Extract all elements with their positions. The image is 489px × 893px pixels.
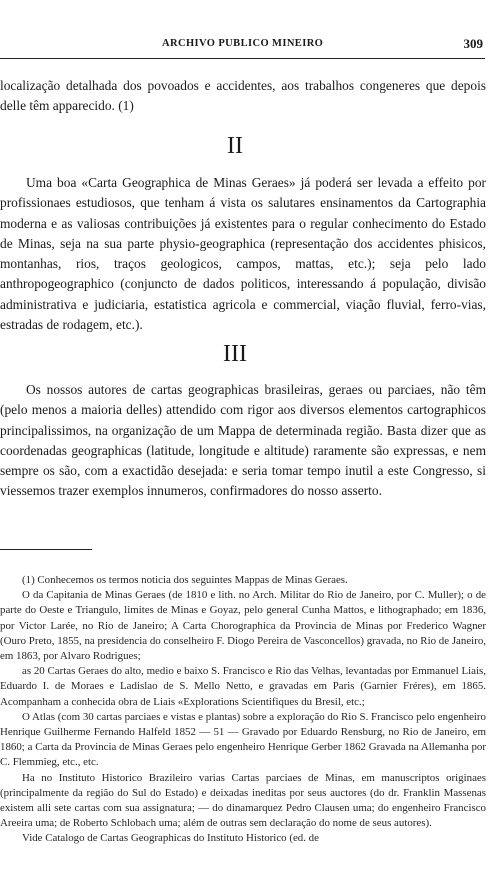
- paragraph-section-ii: [0, 173, 486, 335]
- paragraph-continuation: [0, 76, 486, 117]
- page-header: [0, 38, 489, 52]
- section-heading-ii: II: [227, 133, 243, 159]
- paragraph-text: Uma boa «Carta Geographica de Minas Geraes» já poderá ser levada a effeito por profissionaes estudiosos, que tenham á vista os salutares ensinamentos da Cartographia moderna e as valiosas contribuições já existentes para o regular conhecimento do Estado de Minas, seja na sua parte physio-geographica (representação dos accidentes phisicos, montanhas, rios, traços geologicos, campos, mattas, etc.); seja pelo lado anthropogeographico (conjuncto de dados politicos, interessando á população, divisão administrativa e judiciaria, estatistica agricola e commercial, viação fluvial, ferro-vias, estradas de rodagem, etc.).: [0, 175, 486, 333]
- footnote-paragraph: O Atlas (com 30 cartas parciaes e vistas e plantas) sobre a exploração do Rio S. Francisco pelo engenheiro Henrique Guilherme Fernando Halfeld 1852 — 51 — Gravado por Eduardo Rensburg, no Rio de Janeiro, em 1860; a Carta da Provincia de Minas Geraes pelo engenheiro Henrique Gerber 1862 Gravada na Allemanha por C. Flemmieg, etc., etc.: [0, 710, 486, 769]
- footnotes: [0, 573, 486, 847]
- footnote-paragraph: as 20 Cartas Geraes do alto, medio e baixo S. Francisco e Rio das Velhas, levantadas por Emmanuel Liais, Eduardo I. de Moraes e Ladislao de S. Mello Netto, e gravadas em Paris (Garnier Fréres), em 1865. Acompanham a conhecida obra de Liais «Explorations Scientifiques du Bresil, etc.;: [0, 665, 486, 708]
- footnote-rule: [0, 549, 92, 550]
- footnote-paragraph: Ha no Instituto Historico Brazileiro varias Cartas parciaes de Minas, em manuscriptos originaes (principalmente da região do Sul do Estado) e deixadas ineditas por seus auctores (do dr. Franklin Massenas existem alli sete cartas com sua assignatura; — do dinamarquez Pedro Clausen uma; do engenheiro Francisco Areeira uma; de Roberto Schlobach uma; além de outras sem declaração do nome de seus autores).: [0, 771, 486, 830]
- page-number: 309: [463, 36, 483, 51]
- footnote-paragraph: O da Capitania de Minas Geraes (de 1810 e lith. no Arch. Militar do Rio de Janeiro, por C. Muller); o de parte do Oeste e Triangulo, limites de Minas e Goyaz, pelo general Cunha Mattos, e lithographado; em 1836, por Victor Larée, no Rio de Janeiro; A Carta Chorographica da Provincia de Minas por Frederico Wagner (Ouro Preto, 1855, na presidencia do conselheiro F. Diogo Pereira de Vasconcellos) gravada, no Rio de Janeiro, em 1863, por Alvaro Rodrigues;: [0, 589, 486, 663]
- header-rule: [0, 58, 485, 59]
- paragraph-section-iii: [0, 380, 486, 502]
- paragraph-text: localização detalhada dos povoados e accidentes, aos trabalhos congeneres que depois delle têm apparecido. (1): [0, 78, 486, 114]
- paragraph-text: Os nossos autores de cartas geographicas brasileiras, geraes ou parciaes, não têm (pelo menos a maioria delles) attendido com rigor aos diversos elementos cartographicos principalissimos, na organização de um Mappa de determinada região. Basta dizer que as coordenadas geographicas (latitude, longitude e altitude) raramente são expressas, e nem sempre os são, com a exactidão desejada: e seria tomar tempo inutil a este Congresso, si viessemos trazer exemplos innumeros, confirmadores do nosso asserto.: [0, 382, 486, 499]
- section-heading-iii: III: [223, 341, 247, 367]
- running-head: ARCHIVO PUBLICO MINEIRO: [162, 38, 324, 49]
- footnote-intro: (1) Conhecemos os termos noticia dos seguintes Mappas de Minas Geraes.: [22, 574, 348, 586]
- footnote-paragraph: Vide Catalogo de Cartas Geographicas do Instituto Historico (ed. de: [22, 832, 319, 845]
